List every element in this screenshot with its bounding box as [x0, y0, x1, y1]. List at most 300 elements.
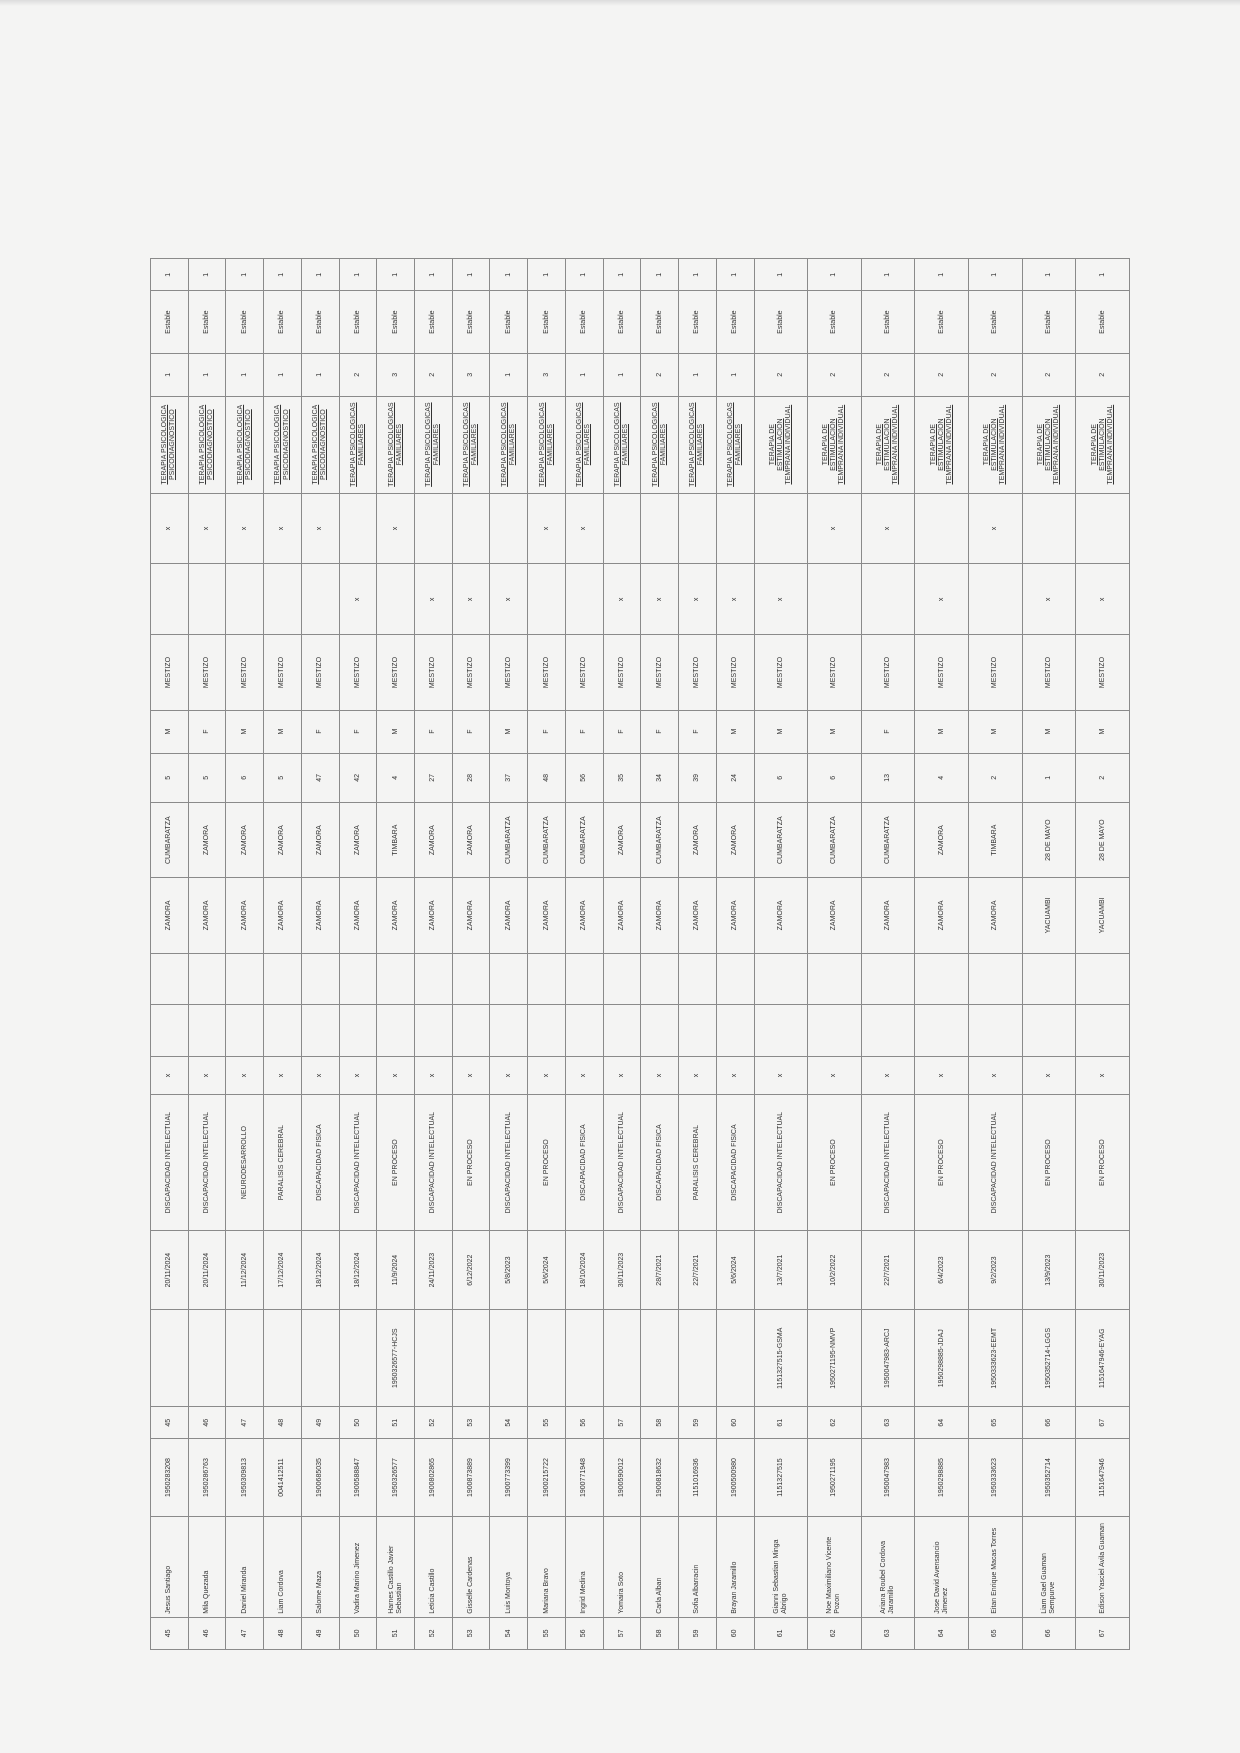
row-number-cell: 46	[188, 1617, 226, 1649]
id-number-cell: 1950047983	[861, 1439, 915, 1516]
registration-date-cell: 13/9/2023	[1022, 1230, 1076, 1310]
canton-cell: ZAMORA	[808, 878, 862, 953]
record-code-cell	[603, 1310, 641, 1407]
registration-date-cell: 30/11/2023	[1076, 1230, 1130, 1310]
canton-cell: ZAMORA	[679, 878, 717, 953]
mark-cell-cell: x	[679, 1056, 717, 1095]
mark-cell-cell	[969, 564, 1023, 635]
id-number-cell: 1950271195	[808, 1439, 862, 1516]
empty-cell-cell	[339, 1005, 377, 1057]
person-name-cell: Gianni Sebastian Minga Abrigo	[754, 1516, 808, 1617]
registration-date-cell: 30/11/2023	[603, 1230, 641, 1310]
canton-cell: ZAMORA	[264, 878, 302, 953]
mark-cell-cell: x	[754, 1056, 808, 1095]
empty-cell-cell	[490, 1005, 528, 1057]
id-number-cell: 1950309813	[226, 1439, 264, 1516]
ethnicity-cell: MESTIZO	[415, 635, 453, 710]
mark-cell-cell: x	[226, 493, 264, 564]
mark-cell-cell: x	[1076, 564, 1130, 635]
id-number-cell: 1151647946	[1076, 1439, 1130, 1516]
therapy-type-cell: TERAPIA PSICOLOGICAS FAMILIARES	[490, 396, 528, 493]
frequency-cell: 1	[264, 353, 302, 396]
empty-cell-cell	[452, 953, 490, 1005]
mark-cell-cell	[808, 564, 862, 635]
mark-cell-cell: x	[301, 493, 339, 564]
status-cell: Estable	[969, 291, 1023, 353]
person-name-cell: Leticia Castillo	[415, 1516, 453, 1617]
mark-cell-cell: x	[151, 493, 189, 564]
age-cell: 6	[808, 753, 862, 802]
diagnosis-cell: EN PROCESO	[528, 1095, 566, 1230]
empty-cell-cell	[861, 953, 915, 1005]
empty-cell-cell	[603, 953, 641, 1005]
diagnosis-cell: DISCAPACIDAD INTELECTUAL	[603, 1095, 641, 1230]
ethnicity-cell: MESTIZO	[264, 635, 302, 710]
sex-cell: F	[861, 710, 915, 753]
registration-date-cell: 9/2/2023	[969, 1230, 1023, 1310]
count-cell: 1	[452, 259, 490, 291]
row-number-cell: 59	[679, 1617, 717, 1649]
person-name-cell: Ingrid Medina	[565, 1516, 603, 1617]
empty-cell-cell	[226, 953, 264, 1005]
diagnosis-cell: EN PROCESO	[1022, 1095, 1076, 1230]
parish-cell: 28 DE MAYO	[1022, 803, 1076, 878]
canton-cell: ZAMORA	[490, 878, 528, 953]
mark-cell-cell	[1076, 493, 1130, 564]
age-cell: 4	[377, 753, 415, 802]
status-cell: Estable	[188, 291, 226, 353]
mark-cell-cell: x	[641, 564, 679, 635]
record-number-cell: 55	[528, 1407, 566, 1439]
mark-cell-cell	[339, 493, 377, 564]
age-cell: 37	[490, 753, 528, 802]
frequency-cell: 1	[603, 353, 641, 396]
age-cell: 5	[188, 753, 226, 802]
parish-cell: 28 DE MAYO	[1076, 803, 1130, 878]
empty-cell-cell	[1022, 1005, 1076, 1057]
sex-cell: M	[808, 710, 862, 753]
ethnicity-cell: MESTIZO	[1022, 635, 1076, 710]
canton-cell: ZAMORA	[528, 878, 566, 953]
therapy-type-cell: TERAPIA DE ESTIMULACION TEMPRANA INDIVIDUAL	[808, 396, 862, 493]
diagnosis-cell: DISCAPACIDAD FISICA	[565, 1095, 603, 1230]
mark-cell-cell	[452, 493, 490, 564]
status-cell: Estable	[490, 291, 528, 353]
mark-cell-cell	[641, 493, 679, 564]
count-cell: 1	[641, 259, 679, 291]
sex-cell: M	[151, 710, 189, 753]
record-number-cell: 64	[915, 1407, 969, 1439]
diagnosis-cell: DISCAPACIDAD INTELECTUAL	[151, 1095, 189, 1230]
person-name-cell: Carla Alban	[641, 1516, 679, 1617]
empty-cell-cell	[151, 953, 189, 1005]
mark-cell-cell: x	[915, 1056, 969, 1095]
empty-cell-cell	[808, 1005, 862, 1057]
canton-cell: ZAMORA	[377, 878, 415, 953]
registration-date-cell: 5/8/2023	[490, 1230, 528, 1310]
canton-cell: ZAMORA	[716, 878, 754, 953]
record-code-cell: 1950271195-NMVP	[808, 1310, 862, 1407]
age-cell: 28	[452, 753, 490, 802]
id-number-cell: 1950298885	[915, 1439, 969, 1516]
diagnosis-cell: EN PROCESO	[452, 1095, 490, 1230]
mark-cell-cell	[565, 564, 603, 635]
sex-cell: F	[339, 710, 377, 753]
ethnicity-cell: MESTIZO	[528, 635, 566, 710]
registration-date-cell: 24/11/2023	[415, 1230, 453, 1310]
status-cell: Estable	[754, 291, 808, 353]
row-number-cell: 57	[603, 1617, 641, 1649]
empty-cell-cell	[716, 953, 754, 1005]
diagnosis-cell: DISCAPACIDAD INTELECTUAL	[415, 1095, 453, 1230]
row-number-cell: 66	[1022, 1617, 1076, 1649]
diagnosis-cell: PARALISIS CEREBRAL	[679, 1095, 717, 1230]
mark-cell-cell	[679, 493, 717, 564]
mark-cell-cell	[754, 493, 808, 564]
ethnicity-cell: MESTIZO	[754, 635, 808, 710]
empty-cell-cell	[716, 1005, 754, 1057]
record-number-cell: 52	[415, 1407, 453, 1439]
registration-date-cell: 18/12/2024	[339, 1230, 377, 1310]
frequency-cell: 2	[808, 353, 862, 396]
empty-cell-cell	[969, 953, 1023, 1005]
status-cell: Estable	[226, 291, 264, 353]
diagnosis-cell: DISCAPACIDAD INTELECTUAL	[754, 1095, 808, 1230]
parish-cell: CUMBARATZA	[151, 803, 189, 878]
count-cell: 1	[415, 259, 453, 291]
scan-top-edge	[0, 0, 1240, 6]
sex-cell: F	[603, 710, 641, 753]
person-name-cell: Vadira Marino Jimenez	[339, 1516, 377, 1617]
diagnosis-cell: DISCAPACIDAD INTELECTUAL	[490, 1095, 528, 1230]
mark-cell-cell	[915, 493, 969, 564]
row-number-cell: 45	[151, 1617, 189, 1649]
diagnosis-cell: EN PROCESO	[377, 1095, 415, 1230]
mark-cell-cell: x	[452, 564, 490, 635]
registration-date-cell: 20/11/2024	[151, 1230, 189, 1310]
person-name-cell: Eitan Enrique Macas Torres	[969, 1516, 1023, 1617]
ethnicity-cell: MESTIZO	[969, 635, 1023, 710]
empty-cell-cell	[861, 1005, 915, 1057]
therapy-type-cell: TERAPIA PSICOLOGICA PSICODIAGNOSTICO	[188, 396, 226, 493]
therapy-type-cell: TERAPIA DE ESTIMULACION TEMPRANA INDIVIDUAL	[861, 396, 915, 493]
frequency-cell: 2	[861, 353, 915, 396]
registration-date-cell: 6/4/2023	[915, 1230, 969, 1310]
table-row	[188, 259, 226, 1650]
record-number-cell: 66	[1022, 1407, 1076, 1439]
therapy-type-cell: TERAPIA PSICOLOGICA PSICODIAGNOSTICO	[151, 396, 189, 493]
table-row	[1076, 259, 1130, 1650]
record-number-cell: 46	[188, 1407, 226, 1439]
mark-cell-cell	[188, 564, 226, 635]
sex-cell: M	[716, 710, 754, 753]
parish-cell: ZAMORA	[915, 803, 969, 878]
person-name-cell: Mariana Bravo	[528, 1516, 566, 1617]
therapy-type-cell: TERAPIA PSICOLOGICA PSICODIAGNOSTICO	[226, 396, 264, 493]
age-cell: 39	[679, 753, 717, 802]
table-row	[528, 259, 566, 1650]
record-code-cell: 1950352714-LGGS	[1022, 1310, 1076, 1407]
table-row	[490, 259, 528, 1650]
therapy-type-cell: TERAPIA PSICOLOGICAS FAMILIARES	[565, 396, 603, 493]
record-code-cell	[528, 1310, 566, 1407]
empty-cell-cell	[151, 1005, 189, 1057]
registry-table	[150, 258, 1130, 1650]
row-number-cell: 56	[565, 1617, 603, 1649]
mark-cell-cell: x	[754, 564, 808, 635]
mark-cell-cell	[603, 493, 641, 564]
empty-cell-cell	[754, 953, 808, 1005]
person-name-cell: Brayan Jaramillo	[716, 1516, 754, 1617]
record-number-cell: 57	[603, 1407, 641, 1439]
empty-cell-cell	[301, 1005, 339, 1057]
count-cell: 1	[151, 259, 189, 291]
mark-cell-cell: x	[716, 564, 754, 635]
diagnosis-cell: EN PROCESO	[1076, 1095, 1130, 1230]
mark-cell-cell: x	[264, 1056, 302, 1095]
mark-cell-cell: x	[339, 1056, 377, 1095]
id-number-cell: 1900873889	[452, 1439, 490, 1516]
record-code-cell: 1950333623-EEMT	[969, 1310, 1023, 1407]
mark-cell-cell: x	[1022, 1056, 1076, 1095]
frequency-cell: 1	[151, 353, 189, 396]
empty-cell-cell	[565, 953, 603, 1005]
age-cell: 6	[754, 753, 808, 802]
status-cell: Estable	[151, 291, 189, 353]
mark-cell-cell: x	[969, 493, 1023, 564]
rotated-table-wrapper	[150, 258, 1130, 1650]
row-number-cell: 49	[301, 1617, 339, 1649]
table-row	[679, 259, 717, 1650]
row-number-cell: 51	[377, 1617, 415, 1649]
sex-cell: M	[969, 710, 1023, 753]
record-number-cell: 62	[808, 1407, 862, 1439]
table-row	[264, 259, 302, 1650]
record-number-cell: 58	[641, 1407, 679, 1439]
registration-date-cell: 6/12/2022	[452, 1230, 490, 1310]
record-code-cell: 1950298885-JDAJ	[915, 1310, 969, 1407]
record-number-cell: 59	[679, 1407, 717, 1439]
frequency-cell: 1	[565, 353, 603, 396]
mark-cell-cell: x	[565, 1056, 603, 1095]
count-cell: 1	[915, 259, 969, 291]
ethnicity-cell: MESTIZO	[226, 635, 264, 710]
table-row	[415, 259, 453, 1650]
age-cell: 56	[565, 753, 603, 802]
sex-cell: M	[264, 710, 302, 753]
sex-cell: F	[528, 710, 566, 753]
therapy-type-cell: TERAPIA PSICOLOGICAS FAMILIARES	[641, 396, 679, 493]
diagnosis-cell: DISCAPACIDAD INTELECTUAL	[188, 1095, 226, 1230]
table-body	[151, 259, 1130, 1650]
mark-cell-cell	[377, 564, 415, 635]
mark-cell-cell: x	[415, 564, 453, 635]
person-name-cell: Ariana Roubel Cordova Jaramillo	[861, 1516, 915, 1617]
age-cell: 24	[716, 753, 754, 802]
table-row	[377, 259, 415, 1650]
count-cell: 1	[565, 259, 603, 291]
row-number-cell: 58	[641, 1617, 679, 1649]
sex-cell: F	[679, 710, 717, 753]
mark-cell-cell	[264, 564, 302, 635]
therapy-type-cell: TERAPIA PSICOLOGICAS FAMILIARES	[415, 396, 453, 493]
frequency-cell: 1	[679, 353, 717, 396]
age-cell: 35	[603, 753, 641, 802]
canton-cell: YACUAMBI	[1076, 878, 1130, 953]
table-row	[301, 259, 339, 1650]
parish-cell: ZAMORA	[452, 803, 490, 878]
row-number-cell: 61	[754, 1617, 808, 1649]
therapy-type-cell: TERAPIA PSICOLOGICAS FAMILIARES	[679, 396, 717, 493]
status-cell: Estable	[716, 291, 754, 353]
canton-cell: ZAMORA	[861, 878, 915, 953]
empty-cell-cell	[226, 1005, 264, 1057]
record-code-cell: 1151327515-GSMA	[754, 1310, 808, 1407]
empty-cell-cell	[490, 953, 528, 1005]
record-code-cell	[565, 1310, 603, 1407]
count-cell: 1	[808, 259, 862, 291]
empty-cell-cell	[641, 1005, 679, 1057]
empty-cell-cell	[415, 953, 453, 1005]
row-number-cell: 55	[528, 1617, 566, 1649]
empty-cell-cell	[679, 1005, 717, 1057]
mark-cell-cell	[528, 564, 566, 635]
registration-date-cell: 18/10/2024	[565, 1230, 603, 1310]
diagnosis-cell: DISCAPACIDAD INTELECTUAL	[339, 1095, 377, 1230]
parish-cell: TIMBARA	[969, 803, 1023, 878]
therapy-type-cell: TERAPIA PSICOLOGICAS FAMILIARES	[339, 396, 377, 493]
frequency-cell: 2	[1022, 353, 1076, 396]
parish-cell: CUMBARATZA	[565, 803, 603, 878]
therapy-type-cell: TERAPIA DE ESTIMULACION TEMPRANA INDIVIDUAL	[1022, 396, 1076, 493]
parish-cell: CUMBARATZA	[808, 803, 862, 878]
mark-cell-cell: x	[452, 1056, 490, 1095]
mark-cell-cell	[490, 493, 528, 564]
status-cell: Estable	[1076, 291, 1130, 353]
record-code-cell: 1950047983-ARCJ	[861, 1310, 915, 1407]
frequency-cell: 2	[969, 353, 1023, 396]
registration-date-cell: 11/9/2024	[377, 1230, 415, 1310]
id-number-cell: 1900773399	[490, 1439, 528, 1516]
canton-cell: ZAMORA	[969, 878, 1023, 953]
table-row	[716, 259, 754, 1650]
table-row	[339, 259, 377, 1650]
registration-date-cell: 22/7/2021	[861, 1230, 915, 1310]
ethnicity-cell: MESTIZO	[1076, 635, 1130, 710]
empty-cell-cell	[915, 1005, 969, 1057]
therapy-type-cell: TERAPIA DE ESTIMULACION TEMPRANA INDIVIDUAL	[969, 396, 1023, 493]
parish-cell: TIMBARA	[377, 803, 415, 878]
mark-cell-cell: x	[808, 1056, 862, 1095]
canton-cell: ZAMORA	[915, 878, 969, 953]
age-cell: 6	[226, 753, 264, 802]
ethnicity-cell: MESTIZO	[679, 635, 717, 710]
therapy-type-cell: TERAPIA PSICOLOGICAS FAMILIARES	[452, 396, 490, 493]
empty-cell-cell	[188, 953, 226, 1005]
status-cell: Estable	[565, 291, 603, 353]
table-row	[915, 259, 969, 1650]
mark-cell-cell	[861, 564, 915, 635]
canton-cell: ZAMORA	[452, 878, 490, 953]
table-row	[754, 259, 808, 1650]
table-row	[1022, 259, 1076, 1650]
sex-cell: M	[377, 710, 415, 753]
id-number-cell: 1900685035	[301, 1439, 339, 1516]
therapy-type-cell: TERAPIA DE ESTIMULACION TEMPRANA INDIVIDUAL	[1076, 396, 1130, 493]
registration-date-cell: 22/7/2021	[679, 1230, 717, 1310]
id-number-cell: 1950283208	[151, 1439, 189, 1516]
person-name-cell: Liam Cordova	[264, 1516, 302, 1617]
ethnicity-cell: MESTIZO	[490, 635, 528, 710]
status-cell: Estable	[641, 291, 679, 353]
frequency-cell: 2	[754, 353, 808, 396]
id-number-cell: 1900500980	[716, 1439, 754, 1516]
mark-cell-cell: x	[969, 1056, 1023, 1095]
status-cell: Estable	[808, 291, 862, 353]
therapy-type-cell: TERAPIA PSICOLOGICA PSICODIAGNOSTICO	[301, 396, 339, 493]
person-name-cell: Daniel Miranda	[226, 1516, 264, 1617]
parish-cell: CUMBARATZA	[528, 803, 566, 878]
table-row	[603, 259, 641, 1650]
frequency-cell: 2	[339, 353, 377, 396]
registration-date-cell: 18/12/2024	[301, 1230, 339, 1310]
diagnosis-cell: DISCAPACIDAD INTELECTUAL	[969, 1095, 1023, 1230]
age-cell: 27	[415, 753, 453, 802]
table-row	[452, 259, 490, 1650]
id-number-cell: 1900818632	[641, 1439, 679, 1516]
sex-cell: M	[226, 710, 264, 753]
record-number-cell: 45	[151, 1407, 189, 1439]
person-name-cell: Jesus Santiago	[151, 1516, 189, 1617]
frequency-cell: 2	[1076, 353, 1130, 396]
canton-cell: ZAMORA	[339, 878, 377, 953]
empty-cell-cell	[565, 1005, 603, 1057]
therapy-type-cell: TERAPIA PSICOLOGICAS FAMILIARES	[528, 396, 566, 493]
mark-cell-cell	[151, 564, 189, 635]
parish-cell: CUMBARATZA	[861, 803, 915, 878]
therapy-type-cell: TERAPIA PSICOLOGICA PSICODIAGNOSTICO	[264, 396, 302, 493]
empty-cell-cell	[915, 953, 969, 1005]
table-row	[565, 259, 603, 1650]
mark-cell-cell: x	[188, 1056, 226, 1095]
mark-cell-cell: x	[490, 564, 528, 635]
sex-cell: F	[452, 710, 490, 753]
mark-cell-cell: x	[603, 1056, 641, 1095]
empty-cell-cell	[339, 953, 377, 1005]
parish-cell: CUMBARATZA	[754, 803, 808, 878]
parish-cell: CUMBARATZA	[641, 803, 679, 878]
ethnicity-cell: MESTIZO	[861, 635, 915, 710]
diagnosis-cell: NEURODESARROLLO	[226, 1095, 264, 1230]
age-cell: 13	[861, 753, 915, 802]
empty-cell-cell	[641, 953, 679, 1005]
mark-cell-cell: x	[377, 1056, 415, 1095]
record-number-cell: 54	[490, 1407, 528, 1439]
age-cell: 4	[915, 753, 969, 802]
age-cell: 5	[264, 753, 302, 802]
frequency-cell: 1	[716, 353, 754, 396]
row-number-cell: 65	[969, 1617, 1023, 1649]
therapy-type-cell: TERAPIA DE ESTIMULACION TEMPRANA INDIVIDUAL	[754, 396, 808, 493]
table-row	[808, 259, 862, 1650]
mark-cell-cell: x	[226, 1056, 264, 1095]
diagnosis-cell: DISCAPACIDAD FISICA	[641, 1095, 679, 1230]
count-cell: 1	[528, 259, 566, 291]
parish-cell: CUMBARATZA	[490, 803, 528, 878]
parish-cell: ZAMORA	[188, 803, 226, 878]
empty-cell-cell	[377, 953, 415, 1005]
frequency-cell: 3	[377, 353, 415, 396]
